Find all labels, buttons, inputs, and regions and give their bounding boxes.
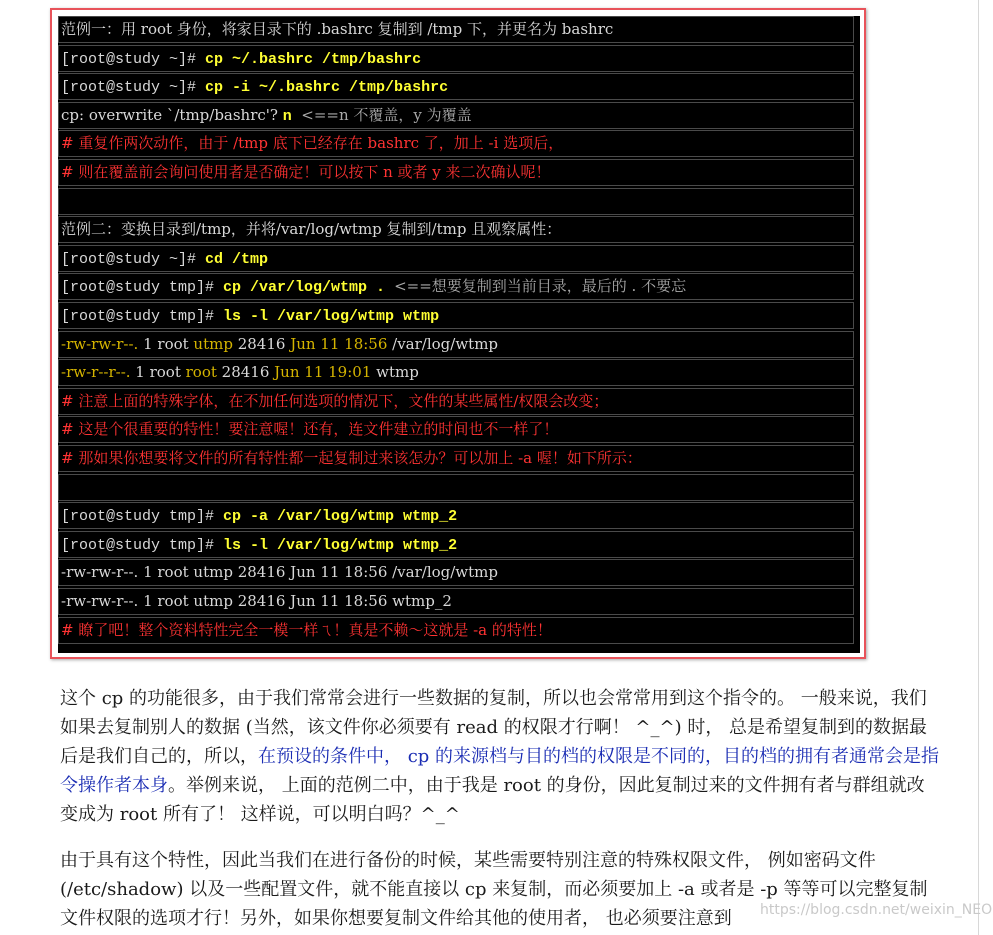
terminal-text-segment: 28416 bbox=[216, 363, 275, 382]
terminal-output bbox=[58, 16, 860, 653]
terminal-text-segment: cd /tmp bbox=[205, 250, 269, 268]
terminal-line bbox=[58, 73, 854, 100]
terminal-line bbox=[58, 588, 854, 615]
terminal-text-segment: cp ~/.bashrc /tmp/bashrc bbox=[205, 50, 422, 68]
terminal-line bbox=[58, 159, 854, 186]
terminal-line bbox=[58, 388, 854, 415]
terminal-text-segment: Jun 11 18:56 bbox=[290, 334, 388, 353]
terminal-text-segment: Jun 11 19:01 bbox=[274, 363, 372, 382]
terminal-text-segment: [root@study tmp]# bbox=[61, 536, 224, 554]
terminal-text-segment: cp: overwrite `/tmp/bashrc'? bbox=[61, 105, 283, 124]
terminal-text-segment: ls -l /var/log/wtmp wtmp bbox=[223, 308, 440, 325]
terminal-text-segment: -rw-rw-r--. bbox=[61, 334, 139, 353]
terminal-text-segment: [root@study ~]# bbox=[61, 50, 206, 68]
terminal-text-segment: 范例一：用 root 身份，将家目录下的 .bashrc 复制到 /tmp 下，并更名为 bashrc bbox=[61, 20, 614, 38]
terminal-line bbox=[58, 245, 854, 272]
terminal-line bbox=[58, 302, 854, 329]
terminal-text-segment: -rw-rw-r--. 1 root utmp 28416 Jun 11 18:56 wtmp_2 bbox=[61, 592, 452, 610]
terminal-line bbox=[58, 445, 854, 472]
terminal-text-segment: # 那如果你想要将文件的所有特性都一起复制过来该怎办？可以加上 -a 喔！如下所示： bbox=[61, 449, 642, 467]
terminal-line bbox=[58, 45, 854, 72]
terminal-text-segment: # 重复作两次动作，由于 /tmp 底下已经存在 bashrc 了，加上 -i 选项后， bbox=[61, 134, 564, 153]
body-text: 这个 cp 的功能很多，由于我们常常会进行一些数据的复制，所以也会常常用到这个指令的。 一般来说，我们如果去复制别人的数据 (当然，该文件你必须要有 read 的权限才行啊！ ^_^) 时， 总是希望复制到的数据最后是我们自己的，所以， bbox=[60, 688, 928, 767]
terminal-line bbox=[58, 502, 854, 529]
terminal-text-segment: wtmp bbox=[371, 363, 419, 382]
terminal-text-segment: [root@study ~]# bbox=[61, 250, 206, 268]
body-text: 。举例来说， 上面的范例二中，由于我是 root 的身份，因此复制过来的文件拥有者与群组就改变成为 root 所有了！ 这样说，可以明白吗？^_^ bbox=[60, 775, 925, 825]
terminal-line bbox=[58, 273, 854, 300]
terminal-text-segment: [root@study ~]# bbox=[61, 79, 206, 97]
terminal-text-segment: 28416 bbox=[232, 334, 291, 353]
terminal-text-segment: 范例二：变换目录到/tmp，并将/var/log/wtmp 复制到/tmp 且观察属性： bbox=[61, 220, 562, 239]
terminal-text-segment: # 这是个很重要的特性！要注意喔！还有，连文件建立的时间也不一样了！ bbox=[61, 420, 559, 439]
terminal-line bbox=[58, 16, 854, 43]
terminal-text-segment: # 注意上面的特殊字体，在不加任何选项的情况下，文件的某些属性/权限会改变； bbox=[61, 391, 609, 410]
terminal-line bbox=[58, 359, 854, 386]
terminal-text-segment: -rw-r--r--. bbox=[61, 363, 131, 382]
terminal-line bbox=[58, 474, 854, 501]
terminal-text-segment: n bbox=[282, 107, 292, 125]
body-text: 由于具有这个特性，因此当我们在进行备份的时候，某些需要特别注意的特殊权限文件， 例如密码文件 (/etc/shadow) 以及一些配置文件，就不能直接以 cp 来复制，而必须要加上 -a 或者是 -p 等等可以完整复制文件权限的选项才行！另外，如果你想要复制文件给其他的使用者， 也必须要注意到 bbox=[60, 850, 928, 929]
page-right-rule bbox=[978, 0, 979, 935]
terminal-text-segment: 1 root bbox=[138, 334, 194, 353]
terminal-text-segment: [root@study tmp]# bbox=[61, 508, 224, 526]
terminal-line bbox=[58, 416, 854, 443]
terminal-line bbox=[58, 531, 854, 558]
terminal-text-segment: [root@study tmp]# bbox=[61, 279, 224, 297]
paragraph-cp-ownership bbox=[60, 684, 940, 829]
terminal-line bbox=[58, 559, 854, 586]
terminal-text-segment: # 瞭了吧！整个资料特性完全一模一样ㄟ！真是不赖～这就是 -a 的特性！ bbox=[61, 620, 552, 639]
terminal-text-segment: utmp bbox=[193, 334, 233, 353]
paragraph-cp-backup bbox=[60, 846, 940, 933]
terminal-text-segment: cp /var/log/wtmp . bbox=[223, 279, 395, 297]
terminal-text-segment: [root@study tmp]# bbox=[61, 308, 224, 325]
terminal-line bbox=[58, 617, 854, 644]
terminal-line bbox=[58, 102, 854, 129]
terminal-text-segment: 1 root bbox=[130, 363, 186, 382]
terminal-text-segment: /var/log/wtmp bbox=[387, 334, 499, 353]
terminal-text-segment: -rw-rw-r--. 1 root utmp 28416 Jun 11 18:56 /var/log/wtmp bbox=[61, 563, 498, 582]
highlighted-text: 在预设的条件中， cp 的来源档与目的档的权限是不同的，目的档的拥有者通常会是指令操作者本身 bbox=[60, 746, 940, 796]
terminal-text-segment: <==想要复制到当前目录，最后的 . 不要忘 bbox=[394, 277, 687, 296]
terminal-line bbox=[58, 188, 854, 215]
terminal-line bbox=[58, 216, 854, 243]
terminal-text-segment: ls -l /var/log/wtmp wtmp_2 bbox=[223, 536, 458, 554]
terminal-text-segment: # 则在覆盖前会询问使用者是否确定！可以按下 n 或者 y 来二次确认呢！ bbox=[61, 163, 551, 181]
terminal-text-segment: cp -a /var/log/wtmp wtmp_2 bbox=[223, 508, 458, 526]
terminal-text-segment: <==n 不覆盖，y 为覆盖 bbox=[291, 105, 472, 124]
terminal-text-segment: cp -i ~/.bashrc /tmp/bashrc bbox=[205, 79, 449, 97]
terminal-text-segment: root bbox=[185, 363, 217, 382]
terminal-line bbox=[58, 130, 854, 157]
watermark: https://blog.csdn.net/weixin_NEO bbox=[760, 902, 993, 918]
terminal-example-frame bbox=[50, 8, 866, 659]
terminal-line bbox=[58, 331, 854, 358]
